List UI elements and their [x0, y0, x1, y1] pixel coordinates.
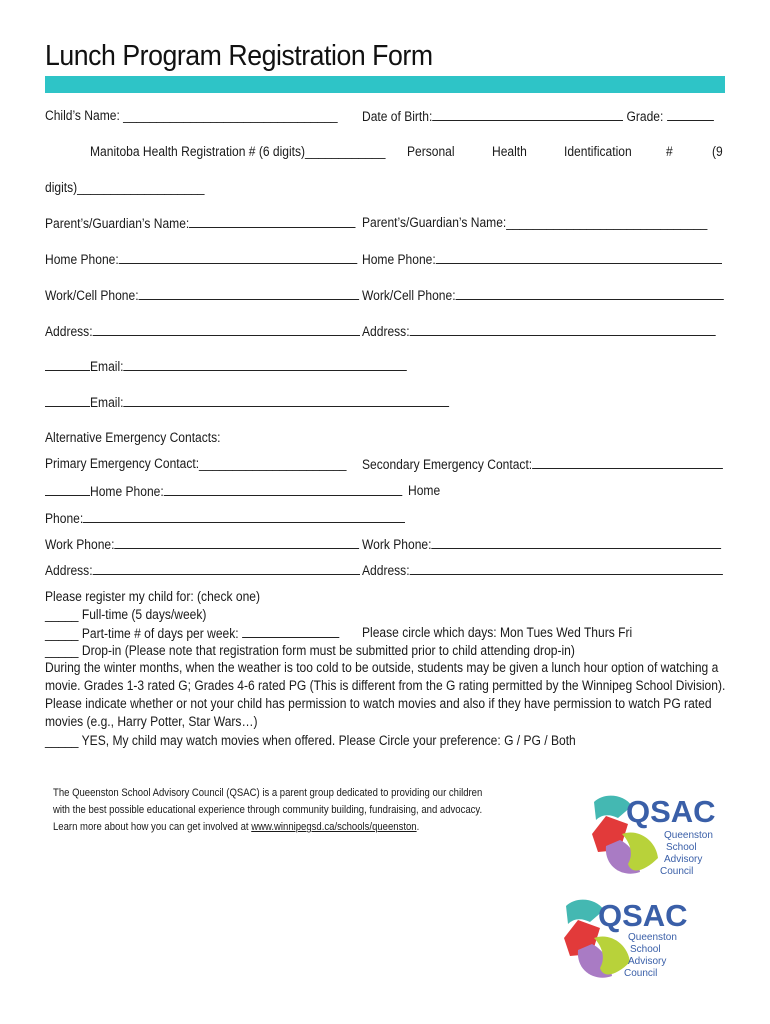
circle-days-text: Please circle which days: Mon Tues Wed Thurs Fri — [362, 625, 633, 640]
qsac-logo-2 — [552, 892, 692, 993]
work-phone-field-2[interactable]: Work/Cell Phone: — [362, 287, 724, 304]
home-phone-field-2[interactable]: Home Phone: — [362, 251, 722, 268]
home-phone-field[interactable]: Home Phone: — [45, 251, 357, 268]
emergency-address-field-2[interactable]: Address: — [362, 562, 723, 579]
dob-label: Date of Birth: — [362, 109, 433, 124]
svg-text:Queenston: Queenston — [664, 830, 713, 841]
qsac-logo — [580, 788, 720, 889]
phin-word-2: Health — [492, 144, 527, 159]
email-field-1[interactable]: Email: — [45, 358, 407, 375]
form-title: Lunch Program Registration Form — [45, 40, 433, 72]
dropin-option[interactable]: _____ Drop-in (Please note that registration form must be submitted prior to child attending drop-in) — [45, 643, 575, 658]
work-phone-field[interactable]: Work/Cell Phone: — [45, 287, 359, 304]
phin-word-4: # — [666, 144, 673, 159]
movie-permission-option[interactable]: _____ YES, My child may watch movies when offered. Please Circle your preference: G / PG / Both — [45, 733, 576, 748]
primary-contact-field[interactable]: Primary Emergency Contact:______________________ — [45, 456, 347, 471]
address-field[interactable]: Address: — [45, 323, 360, 340]
svg-text:Council: Council — [624, 968, 658, 979]
svg-text:Queenston: Queenston — [628, 932, 677, 943]
svg-text:School: School — [630, 944, 661, 955]
email-field-2[interactable]: Email: — [45, 394, 449, 411]
fulltime-option[interactable]: _____ Full-time (5 days/week) — [45, 607, 207, 622]
childs-name-field[interactable]: Child’s Name: ________________________________ — [45, 108, 338, 123]
phin-word-3: Identification — [564, 144, 632, 159]
dob-field[interactable] — [362, 108, 714, 125]
parttime-option[interactable]: _____ Part-time # of days per week: — [45, 625, 339, 642]
register-heading: Please register my child for: (check one) — [45, 589, 261, 604]
secondary-contact-field[interactable]: Secondary Emergency Contact: — [362, 456, 723, 473]
svg-text:Council: Council — [660, 866, 694, 877]
svg-text:Advisory: Advisory — [664, 854, 703, 865]
parent-name-field-2[interactable]: Parent’s/Guardian’s Name:______________________________ — [362, 215, 708, 230]
grade-label: Grade: — [626, 109, 664, 124]
school-link[interactable]: www.winnipegsd.ca/schools/queenston — [251, 821, 417, 833]
phin-field[interactable]: digits)___________________ — [45, 180, 205, 195]
emergency-home-phone-field[interactable]: Home Phone: — [45, 483, 402, 500]
emergency-home-label: Home — [408, 483, 441, 498]
svg-text:School: School — [666, 842, 697, 853]
logo-acronym: QSAC — [626, 794, 716, 829]
svg-text:QSAC: QSAC — [598, 898, 688, 933]
title-accent-bar — [45, 76, 725, 93]
emergency-address-field[interactable]: Address: — [45, 562, 360, 579]
svg-text:Advisory: Advisory — [628, 956, 667, 967]
phin-word-5: (9 — [712, 144, 723, 159]
winter-movie-paragraph: During the winter months, when the weather is too cold to be outside, students may be given a lunch hour option of watching a movie. Grades 1-3 rated G; Grades 4-6 rated PG (This is different from the G rating permitted by the Winnipeg School Division). Please indicate whether or not your child has permission to watch movies and also if they have permission to watch PG rated movies (e.g., Harry Potter, Star Wars…) — [45, 660, 726, 729]
emergency-work-phone-field-2[interactable]: Work Phone: — [362, 536, 721, 553]
parent-name-field[interactable]: Parent’s/Guardian’s Name: — [45, 215, 356, 232]
health-reg-field[interactable]: Manitoba Health Registration # (6 digits)____________ — [90, 144, 386, 159]
address-field-2[interactable]: Address: — [362, 323, 716, 340]
footer-text: The Queenston School Advisory Council (QSAC) is a parent group dedicated to providing our children with the best possible educational experience through community building, fundraising, and advocacy. Learn more about how you can get involved at www.winnipegsd.ca/schools/queenston. — [53, 787, 483, 833]
phin-word-1: Personal — [407, 144, 455, 159]
alt-contacts-heading: Alternative Emergency Contacts: — [45, 430, 221, 445]
emergency-work-phone-field[interactable]: Work Phone: — [45, 536, 359, 553]
emergency-phone-field[interactable]: Phone: — [45, 510, 405, 527]
